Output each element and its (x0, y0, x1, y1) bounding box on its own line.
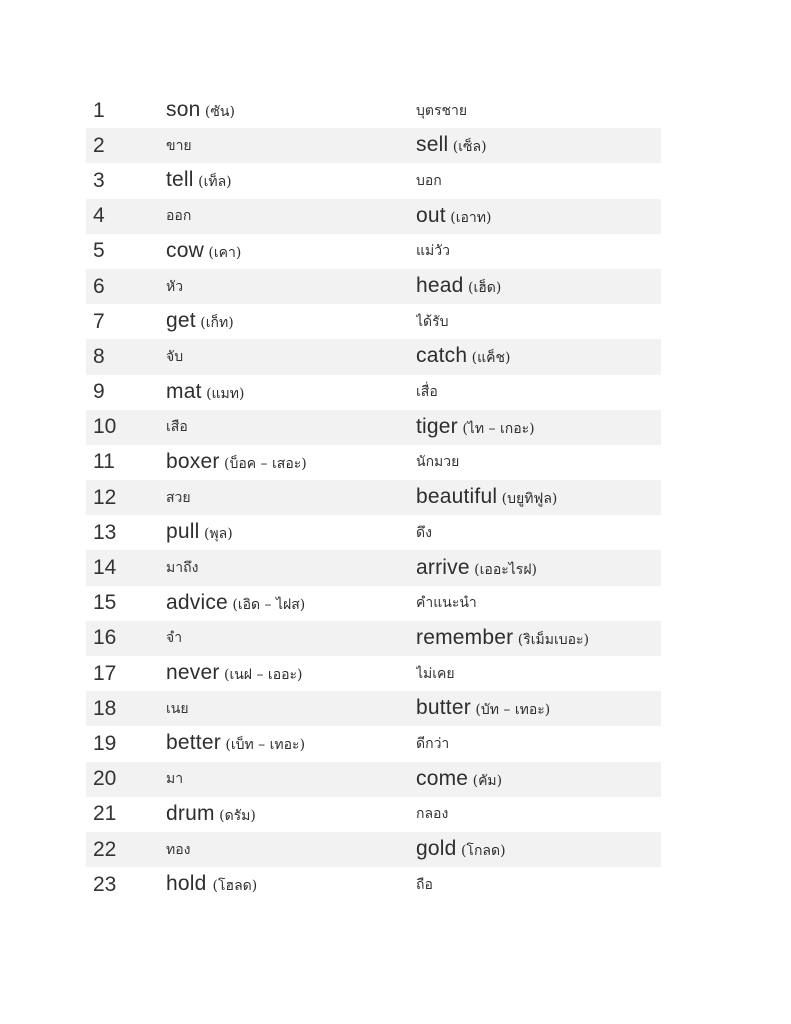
english-word: advice (166, 590, 228, 614)
row-number: 20 (86, 762, 166, 797)
thai-meaning-cell (166, 550, 416, 585)
row-number: 23 (93, 872, 117, 896)
english-word-cell (416, 762, 661, 797)
thai-meaning-cell (166, 339, 416, 374)
thai-meaning: ดึง (416, 524, 432, 541)
english-word: cow (166, 238, 204, 262)
english-word-cell (416, 621, 661, 656)
vocab-row (86, 797, 661, 832)
vocab-row (86, 621, 661, 656)
thai-meaning-cell (166, 269, 416, 304)
pronunciation: (เคา) (208, 244, 242, 261)
english-word: drum (166, 801, 215, 825)
thai-meaning: ดีกว่า (416, 735, 450, 752)
english-word-cell (166, 445, 416, 480)
vocab-row (86, 410, 661, 445)
english-word: sell (416, 133, 449, 157)
english-word: arrive (416, 555, 470, 579)
thai-meaning: แม่วัว (416, 243, 450, 260)
thai-meaning-cell (416, 586, 661, 621)
pronunciation: (บยูทิฟูล) (501, 491, 558, 508)
pronunciation: (เนฝ – เออะ) (223, 667, 303, 684)
vocab-row (86, 375, 661, 410)
vocab-row (86, 93, 661, 128)
english-word: head (416, 274, 464, 298)
row-number: 10 (86, 410, 166, 445)
row-number: 22 (86, 832, 166, 867)
row-number: 3 (93, 168, 105, 192)
vocabulary-table (86, 93, 661, 902)
pronunciation: (ดรัม) (219, 807, 256, 824)
thai-meaning: ทอง (166, 841, 191, 858)
english-word: hold (166, 872, 213, 896)
thai-meaning-cell (416, 93, 661, 128)
thai-meaning: หัว (166, 278, 184, 295)
thai-meaning-cell (166, 480, 416, 515)
pronunciation: (เซ็ล) (452, 139, 487, 156)
english-word: tell (166, 168, 194, 192)
pronunciation: (เท็ล) (198, 174, 232, 191)
row-number: 13 (93, 520, 117, 544)
row-number: 2 (86, 128, 166, 163)
thai-meaning-cell (166, 832, 416, 867)
thai-meaning-cell (416, 726, 661, 761)
pronunciation: (แค็ช) (471, 350, 511, 367)
english-word: son (166, 98, 201, 122)
row-number: 21 (93, 802, 117, 826)
row-number: 14 (86, 550, 166, 585)
english-word: mat (166, 379, 202, 403)
pronunciation: (โฮลด) (212, 878, 258, 895)
pronunciation: (โกลด) (460, 843, 506, 860)
english-word-cell (166, 726, 416, 761)
row-number: 15 (93, 591, 117, 615)
english-word-cell (166, 93, 416, 128)
thai-meaning: สวย (166, 489, 191, 506)
thai-meaning-cell (416, 515, 661, 550)
thai-meaning-cell (416, 656, 661, 691)
english-word-cell (416, 832, 661, 867)
english-word-cell (166, 867, 416, 902)
vocab-row (86, 656, 661, 691)
english-word: never (166, 661, 220, 685)
pronunciation: (ซัน) (204, 104, 235, 121)
pronunciation: (เออะไรฝ) (474, 561, 537, 578)
vocab-row (86, 586, 661, 621)
thai-meaning-cell (416, 163, 661, 198)
thai-meaning: มาถึง (166, 560, 199, 577)
thai-meaning: จับ (166, 348, 184, 365)
row-number: 1 (93, 98, 105, 122)
english-word: catch (416, 344, 468, 368)
thai-meaning-cell (166, 621, 416, 656)
row-number: 5 (93, 239, 105, 263)
vocab-row (86, 339, 661, 374)
row-number: 11 (93, 450, 115, 474)
pronunciation: (แมท) (206, 385, 245, 402)
vocab-row (86, 269, 661, 304)
pronunciation: (บ็อค – เสอะ) (223, 455, 307, 472)
english-word-cell (416, 550, 661, 585)
english-word-cell (166, 797, 416, 832)
pronunciation: (เบ็ท – เทอะ) (225, 737, 306, 754)
thai-meaning-cell (416, 867, 661, 902)
row-number: 9 (93, 380, 105, 404)
vocabulary-table-body (86, 93, 661, 902)
pronunciation: (เฮ็ด) (467, 280, 502, 297)
vocab-row (86, 199, 661, 234)
thai-meaning: ไม่เคย (416, 665, 455, 682)
english-word: come (416, 766, 469, 790)
vocab-row (86, 304, 661, 339)
english-word: remember (416, 625, 514, 649)
thai-meaning-cell (416, 445, 661, 480)
thai-meaning-cell (166, 410, 416, 445)
english-word: beautiful (416, 485, 498, 509)
vocab-row (86, 445, 661, 480)
pronunciation: (บัท – เทอะ) (475, 702, 551, 719)
thai-meaning-cell (416, 234, 661, 269)
english-word-cell (416, 691, 661, 726)
english-word: out (416, 203, 446, 227)
english-word-cell (166, 656, 416, 691)
thai-meaning: ขาย (166, 137, 192, 154)
english-word: pull (166, 520, 200, 544)
english-word-cell (416, 199, 661, 234)
pronunciation: (คัม) (472, 772, 503, 789)
english-word-cell (166, 234, 416, 269)
pronunciation: (พุล) (203, 526, 233, 543)
english-word-cell (416, 480, 661, 515)
pronunciation: (เอาท) (450, 209, 492, 226)
pronunciation: (ไท – เกอะ) (462, 420, 535, 437)
row-number: 16 (86, 621, 166, 656)
english-word-cell (166, 515, 416, 550)
thai-meaning: บุตรชาย (416, 102, 468, 119)
row-number: 17 (93, 661, 117, 685)
vocab-row (86, 762, 661, 797)
pronunciation: (เอิด – ไฝส) (232, 596, 306, 613)
thai-meaning: เสื่อ (416, 384, 438, 401)
thai-meaning: บอก (416, 172, 442, 189)
english-word: tiger (416, 414, 458, 438)
thai-meaning-cell (416, 375, 661, 410)
english-word-cell (416, 269, 661, 304)
thai-meaning-cell (166, 199, 416, 234)
english-word: gold (416, 837, 457, 861)
vocab-row (86, 128, 661, 163)
pronunciation: (ริเม็มเบอะ) (517, 631, 590, 648)
vocab-row (86, 832, 661, 867)
thai-meaning: จำ (166, 630, 183, 647)
row-number: 12 (86, 480, 166, 515)
thai-meaning: คำแนะนำ (416, 595, 477, 612)
thai-meaning: เสือ (166, 419, 188, 436)
thai-meaning: ถือ (416, 876, 433, 893)
english-word-cell (166, 586, 416, 621)
english-word: get (166, 309, 196, 333)
english-word: butter (416, 696, 471, 720)
english-word: better (166, 731, 221, 755)
english-word-cell (416, 339, 661, 374)
row-number: 18 (86, 691, 166, 726)
english-word-cell (166, 375, 416, 410)
thai-meaning-cell (166, 128, 416, 163)
english-word-cell (166, 304, 416, 339)
row-number: 8 (86, 339, 166, 374)
thai-meaning-cell (166, 762, 416, 797)
thai-meaning: เนย (166, 700, 189, 717)
vocab-row (86, 726, 661, 761)
vocab-row (86, 515, 661, 550)
thai-meaning-cell (166, 691, 416, 726)
row-number: 4 (86, 199, 166, 234)
english-word: boxer (166, 449, 220, 473)
english-word-cell (416, 410, 661, 445)
vocab-row (86, 550, 661, 585)
thai-meaning: ได้รับ (416, 313, 449, 330)
thai-meaning: ออก (166, 208, 192, 225)
vocab-row (86, 234, 661, 269)
thai-meaning: กลอง (416, 806, 449, 823)
row-number: 6 (86, 269, 166, 304)
row-number: 19 (93, 731, 117, 755)
thai-meaning-cell (416, 797, 661, 832)
pronunciation: (เก็ท) (200, 315, 234, 332)
english-word-cell (416, 128, 661, 163)
vocab-row (86, 867, 661, 902)
thai-meaning: นักมวย (416, 454, 460, 471)
thai-meaning: มา (166, 771, 184, 788)
thai-meaning-cell (416, 304, 661, 339)
row-number: 7 (93, 309, 105, 333)
vocab-row (86, 691, 661, 726)
vocab-row (86, 480, 661, 515)
english-word-cell (166, 163, 416, 198)
vocab-row (86, 163, 661, 198)
